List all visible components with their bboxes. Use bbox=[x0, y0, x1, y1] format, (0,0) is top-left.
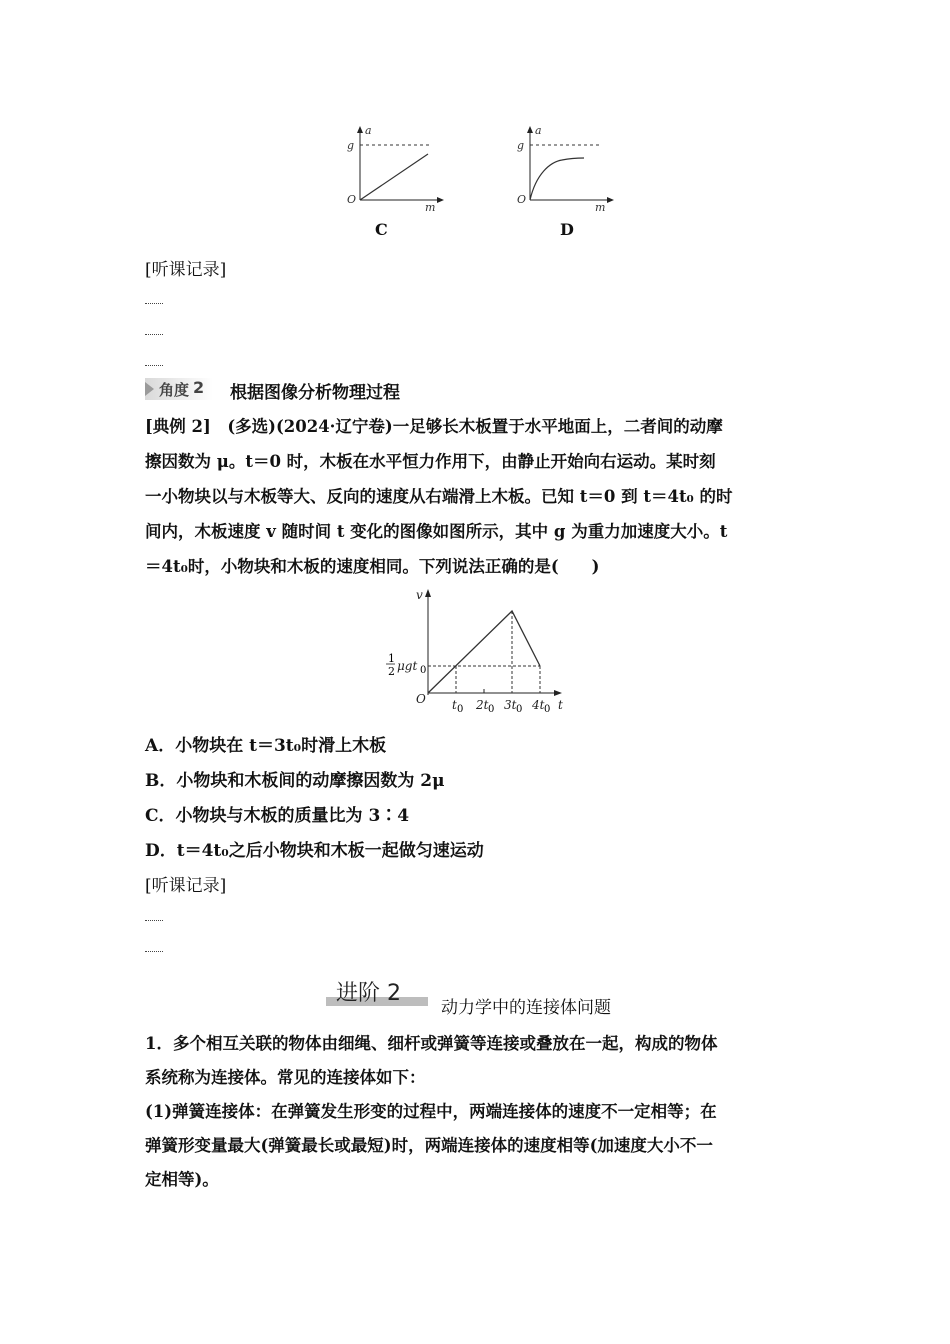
graph-c-x-arrow bbox=[437, 197, 444, 203]
option-c: C．小物块与木板的质量比为 3∶4 bbox=[145, 806, 410, 826]
angle-title: 根据图像分析物理过程 bbox=[230, 383, 400, 403]
advance-tag bbox=[326, 976, 428, 1008]
vt-tick-label: 2t bbox=[476, 698, 489, 712]
graph-c-origin: O bbox=[347, 193, 357, 206]
example-line: 间内，木板速度 v 随时间 t 变化的图像如图所示，其中 g 为重力加速度大小。t bbox=[145, 522, 728, 541]
vt-x-arrow bbox=[554, 690, 562, 696]
vt-graph bbox=[380, 585, 580, 715]
example-line: 一小物块以与木板等大、反向的速度从右端滑上木板。已知 t＝0 到 t＝4t₀ 的时 bbox=[145, 487, 733, 506]
record-line bbox=[145, 951, 163, 952]
graph-d-curve bbox=[530, 158, 584, 200]
record-label-1: [听课记录] bbox=[145, 260, 227, 280]
body-line: 系统称为连接体。常见的连接体如下： bbox=[145, 1068, 426, 1087]
angle-tag-number: 2 bbox=[193, 378, 205, 397]
body-line: (1)弹簧连接体：在弹簧发生形变的过程中，两端连接体的速度不一定相等；在 bbox=[145, 1102, 717, 1121]
graph-c-curve bbox=[360, 154, 428, 200]
vt-tick-label: 3t bbox=[504, 698, 517, 712]
record-line bbox=[145, 303, 163, 304]
angle-tag-text: 角度 bbox=[159, 381, 190, 399]
option-d: D．t＝4t₀之后小物块和木板一起做匀速运动 bbox=[145, 841, 484, 861]
record-label-2: [听课记录] bbox=[145, 876, 227, 896]
vt-y-label: v bbox=[416, 588, 423, 602]
graph-d-g-label: g bbox=[517, 139, 525, 152]
vt-tick-sub: 0 bbox=[516, 704, 523, 715]
advance-tag-text: 进阶 2 bbox=[336, 981, 401, 1006]
vt-origin: O bbox=[416, 692, 426, 706]
vt-level-sub: 0 bbox=[420, 665, 427, 676]
graph-c-x-label: m bbox=[425, 201, 436, 214]
record-line bbox=[145, 920, 163, 921]
record-line bbox=[145, 334, 163, 335]
vt-curve bbox=[428, 611, 540, 693]
angle-tag bbox=[145, 378, 213, 400]
vt-tick-label: 4t bbox=[532, 698, 545, 712]
example-line: 擦因数为 μ。t＝0 时，木板在水平恒力作用下，由静止开始向右运动。某时刻 bbox=[145, 452, 716, 471]
graph-d-y-label: a bbox=[535, 124, 542, 137]
body-line: 1．多个相互关联的物体由细绳、细杆或弹簧等连接或叠放在一起，构成的物体 bbox=[145, 1034, 718, 1053]
graph-c-option-label: C bbox=[375, 220, 388, 239]
vt-level-den: 2 bbox=[388, 665, 395, 678]
option-a: A．小物块在 t＝3t₀时滑上木板 bbox=[145, 736, 387, 756]
advance-title: 动力学中的连接体问题 bbox=[441, 998, 611, 1018]
vt-tick-sub: 0 bbox=[457, 704, 464, 715]
graph-d-x-arrow bbox=[607, 197, 614, 203]
graph-c-y-arrow bbox=[357, 126, 363, 133]
record-line bbox=[145, 365, 163, 366]
body-line: 弹簧形变量最大(弹簧最长或最短)时，两端连接体的速度相等(加速度大小不一 bbox=[145, 1136, 713, 1155]
body-line: 定相等)。 bbox=[145, 1170, 219, 1189]
vt-tick-label: t bbox=[452, 698, 457, 712]
vt-y-arrow bbox=[425, 589, 431, 597]
vt-x-label: t bbox=[558, 698, 563, 712]
graph-c-g-label: g bbox=[347, 139, 355, 152]
vt-level-rest: μgt bbox=[397, 659, 418, 673]
graph-d-option-label: D bbox=[560, 220, 574, 239]
graph-c-y-label: a bbox=[365, 124, 372, 137]
vt-level-num: 1 bbox=[388, 652, 395, 665]
example-line: [典例 2] (多选)(2024·辽宁卷)一足够长木板置于水平地面上，二者间的动摩 bbox=[145, 417, 723, 436]
vt-tick-sub: 0 bbox=[544, 704, 551, 715]
option-b: B．小物块和木板间的动摩擦因数为 2μ bbox=[145, 771, 445, 791]
graph-d bbox=[510, 122, 620, 214]
graph-c bbox=[340, 122, 450, 214]
graph-d-y-arrow bbox=[527, 126, 533, 133]
example-line: ＝4t₀时，小物块和木板的速度相同。下列说法正确的是( ) bbox=[145, 557, 600, 576]
graph-d-x-label: m bbox=[595, 201, 606, 214]
graph-d-origin: O bbox=[517, 193, 527, 206]
vt-tick-sub: 0 bbox=[488, 704, 495, 715]
